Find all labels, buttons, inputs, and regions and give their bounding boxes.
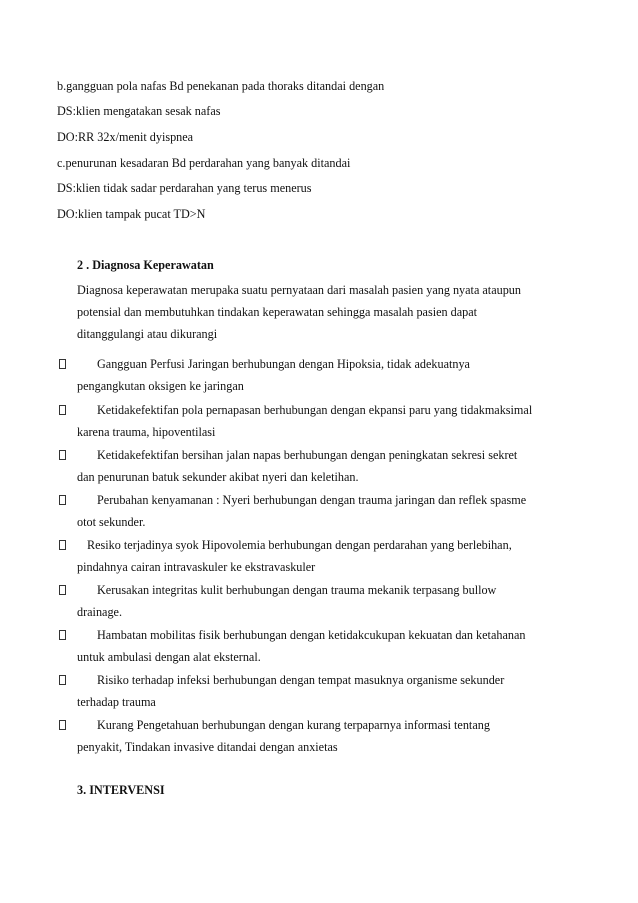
bullet-item-8-line-1: Risiko terhadap infeksi berhubungan dengan tempat masuknya organisme sekunder: [97, 673, 505, 687]
bullet-item-7-line-2: untuk ambulasi dengan alat eksternal.: [77, 650, 261, 664]
bullet-box-icon: [59, 630, 66, 640]
paragraph-line-3: ditanggulangi atau dikurangi: [77, 327, 218, 341]
bullet-item-5-line-1: Resiko terjadinya syok Hipovolemia berhubungan dengan perdarahan yang berlebihan,: [87, 538, 512, 552]
bullet-item-4-line-2: otot sekunder.: [77, 515, 146, 529]
bullet-box-icon: [59, 585, 66, 595]
bullet-item-2-line-2: karena trauma, hipoventilasi: [77, 425, 216, 439]
bullet-box-icon: [59, 495, 66, 505]
intro-line-1: b.gangguan pola nafas Bd penekanan pada thoraks ditandai dengan: [57, 79, 385, 93]
bullet-box-icon: [59, 540, 66, 550]
bullet-item-5-line-2: pindahnya cairan intravaskuler ke ekstravaskuler: [77, 560, 316, 574]
bullet-item-2-line-1: Ketidakefektifan pola pernapasan berhubungan dengan ekpansi paru yang tidakmaksimal: [97, 403, 533, 417]
bullet-item-6-line-1: Kerusakan integritas kulit berhubungan dengan trauma mekanik terpasang bullow: [97, 583, 497, 597]
intro-line-2: DS:klien mengatakan sesak nafas: [57, 104, 221, 118]
bullet-box-icon: [59, 359, 66, 369]
bullet-item-4-line-1: Perubahan kenyamanan : Nyeri berhubungan dengan trauma jaringan dan reflek spasme: [97, 493, 527, 507]
bullet-item-9-line-2: penyakit, Tindakan invasive ditandai dengan anxietas: [77, 740, 338, 754]
bullet-item-1-line-2: pengangkutan oksigen ke jaringan: [77, 379, 244, 393]
paragraph-line-2: potensial dan membutuhkan tindakan keperawatan sehingga masalah pasien dapat: [77, 305, 478, 319]
bullet-item-7-line-1: Hambatan mobilitas fisik berhubungan dengan ketidakcukupan kekuatan dan ketahanan: [97, 628, 526, 642]
bullet-box-icon: [59, 720, 66, 730]
bullet-box-icon: [59, 675, 66, 685]
bullet-box-icon: [59, 405, 66, 415]
bullet-item-1-line-1: Gangguan Perfusi Jaringan berhubungan dengan Hipoksia, tidak adekuatnya: [97, 357, 470, 371]
intro-line-3: DO:RR 32x/menit dyispnea: [57, 130, 194, 144]
bullet-item-8-line-2: terhadap trauma: [77, 695, 156, 709]
bullet-box-icon: [59, 450, 66, 460]
intro-line-6: DO:klien tampak pucat TD>N: [57, 207, 206, 221]
paragraph-line-1: Diagnosa keperawatan merupaka suatu pernyataan dari masalah pasien yang nyata ataupun: [77, 283, 521, 297]
section-heading-diagnosa: 2 . Diagnosa Keperawatan: [77, 258, 214, 272]
bullet-item-3-line-1: Ketidakefektifan bersihan jalan napas berhubungan dengan peningkatan sekresi sekret: [97, 448, 518, 462]
section-heading-intervensi: 3. INTERVENSI: [77, 783, 165, 797]
bullet-item-9-line-1: Kurang Pengetahuan berhubungan dengan kurang terpaparnya informasi tentang: [97, 718, 490, 732]
bullet-item-3-line-2: dan penurunan batuk sekunder akibat nyeri dan keletihan.: [77, 470, 359, 484]
bullet-item-6-line-2: drainage.: [77, 605, 123, 619]
intro-line-5: DS:klien tidak sadar perdarahan yang terus menerus: [57, 181, 312, 195]
intro-line-4: c.penurunan kesadaran Bd perdarahan yang banyak ditandai: [57, 156, 351, 170]
